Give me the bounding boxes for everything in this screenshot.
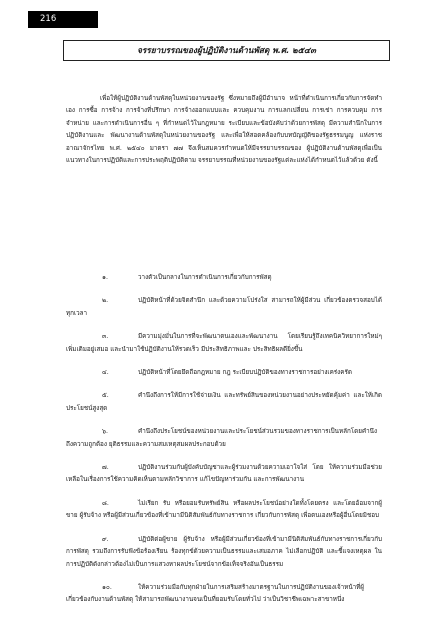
item-text: คำนึงถึงการให้มีการใช้จ่ายเงิน และทรัพย์สินของหน่วยงานอย่างประหยัดคุ้มค่า และให้เกิดประโยชน์สูงสุด xyxy=(66,392,382,412)
list-item xyxy=(66,498,382,523)
item-text: ปฏิบัติหน้าที่ด้วยจิตสำนึก และด้วยความโปร่งใส สามารถให้ผู้มีส่วน เกี่ยวข้องตรวจสอบได้ทุกเวลา xyxy=(66,297,382,317)
item-number: ๓. xyxy=(102,333,109,341)
list-item xyxy=(66,426,382,451)
list-item xyxy=(66,295,382,320)
list-item xyxy=(66,462,382,487)
item-number: ๔. xyxy=(102,369,109,377)
item-text: ปฏิบัติต่อผู้ขาย ผู้รับจ้าง หรือผู้มีส่วนเกี่ยวข้องที่เข้ามามีนิติสัมพันธ์กับทางราชการเกี่ยวกับการพัสดุ รวมถึงการรับฟังข้อร้องเรียน ร้องทุกข์ด้วยความเป็นธรรมและเสมอภาค ไม่เลือกปฏิบัติ และชี้แจงเหตุผล ในการปฏิบัติดังกล่าวต้องไม่เป็นการแสวงหาผลประโยชน์จากข้อเท็จจริงอันเป็นธรรม xyxy=(66,535,382,568)
list-item xyxy=(66,582,382,607)
intro-paragraph: เพื่อให้ผู้ปฏิบัติงานด้านพัสดุในหน่วยงานของรัฐ ซึ่งหมายถึงผู้มีอำนาจ หน้าที่ดำเนินการเกี่ยวกับการจัดทำเอง การซื้อ การจ้าง การจ้างที่ปรึกษา การจ้างออกแบบและ ควบคุมงาน การแลกเปลี่ยน การเช่า การควบคุม การจำหน่าย และการดำเนินการอื่น ๆ ที่กำหนดไว้ในกฎหมาย ระเบียบและข้อบังคับว่าด้วยการพัสดุ มีความสำนึกในการปฏิบัติงานและ พัฒนางานด้านพัสดุในหน่วยงานของรัฐ และเพื่อให้สอดคล้องกับบทบัญญัติของรัฐธรรมนูญ แห่งราชอาณาจักรไทย พ.ศ. ๒๕๔๐ มาตรา ๗๗ จึงเห็นสมควรกำหนดให้มีจรรยาบรรณของ ผู้ปฏิบัติงานด้านพัสดุเพื่อเป็นแนวทางในการปฏิบัติและการประพฤติปฏิบัติตาม จรรยาบรรณที่หน่วยงานของรัฐแต่ละแห่งได้กำหนดไว้แล้วด้วย ดังนี้ xyxy=(66,95,382,165)
item-number: ๑. xyxy=(102,274,108,281)
item-number: ๙. xyxy=(102,535,109,543)
item-number: ๒. xyxy=(102,297,109,305)
list-item xyxy=(66,534,382,571)
item-number: ๘. xyxy=(102,499,109,507)
item-number: ๖. xyxy=(102,428,108,436)
item-text: ปฏิบัติหน้าที่โดยยึดถือกฎหมาย กฎ ระเบียบปฏิบัติของทางราชการอย่างเคร่งครัด xyxy=(138,369,352,377)
list-item xyxy=(66,272,382,284)
item-text: ปฏิบัติงานร่วมกับผู้บังคับบัญชาและผู้ร่วมงานด้วยความเอาใจใส่ โดย ให้ความร่วมมือช่วยเหลือในเรื่องการใช้ความคิดเห็นตามหลักวิชาการ แก้ไขปัญหาร่วมกัน และการพัฒนางาน xyxy=(66,464,382,484)
item-text: ไม่เรียก รับ หรือยอมรับทรัพย์สิน หรือผลประโยชน์อย่างใดทั้งโดยตรง และโดยอ้อมจากผู้ขาย ผู้รับจ้าง หรือผู้มีส่วนเกี่ยวข้องที่เข้ามามีนิติสัมพันธ์กับทางราชการ เกี่ยวกับการพัสดุ เพื่อตนเองหรือผู้อื่นโดยมิชอบ xyxy=(66,499,382,520)
item-number: ๗. xyxy=(102,464,109,472)
list-item xyxy=(66,390,382,415)
document-title: จรรยาบรรณของผู้ปฏิบัติงานด้านพัสดุ พ.ศ. ๒๕๔๓ xyxy=(63,40,390,61)
item-text: คำนึงถึงประโยชน์ของหน่วยงานและประโยชน์ส่วนรวมของทางราชการเป็นหลักโดยคำนึงถึงความถูกต้อง ยุติธรรมและความสมเหตุสมผลประกอบด้วย xyxy=(66,428,378,448)
item-text: มีความมุ่งมั่นในการที่จะพัฒนาตนเองและพัฒนางาน โดยเรียนรู้ถึงเทคนิควิทยาการใหม่ๆ เพิ่มเติมอยู่เสมอ และนำมาใช้ปฏิบัติงานให้รวดเร็ว มีประสิทธิภาพและ ประสิทธิผลดียิ่งขึ้น xyxy=(66,333,382,353)
item-number: ๕. xyxy=(102,392,109,400)
list-item xyxy=(66,331,382,356)
code-of-conduct-list xyxy=(66,272,382,618)
item-text: ให้ความร่วมมือกับทุกฝ่ายในการเสริมสร้างมาตรฐานในการปฏิบัติงานของเจ้าหน้าที่ผู้เกี่ยวข้องกับงานด้านพัสดุ ให้สามารถพัฒนางานจนเป็นที่ยอมรับโดยทั่วไป ว่าเป็นวิชาชีพเฉพาะสาขาหนึ่ง xyxy=(66,583,365,604)
page-number-badge: 216 xyxy=(28,11,98,28)
list-item xyxy=(66,367,382,379)
item-text: วางตัวเป็นกลางในการดำเนินการเกี่ยวกับการพัสดุ xyxy=(138,274,272,281)
item-number: ๑๐. xyxy=(102,583,112,591)
